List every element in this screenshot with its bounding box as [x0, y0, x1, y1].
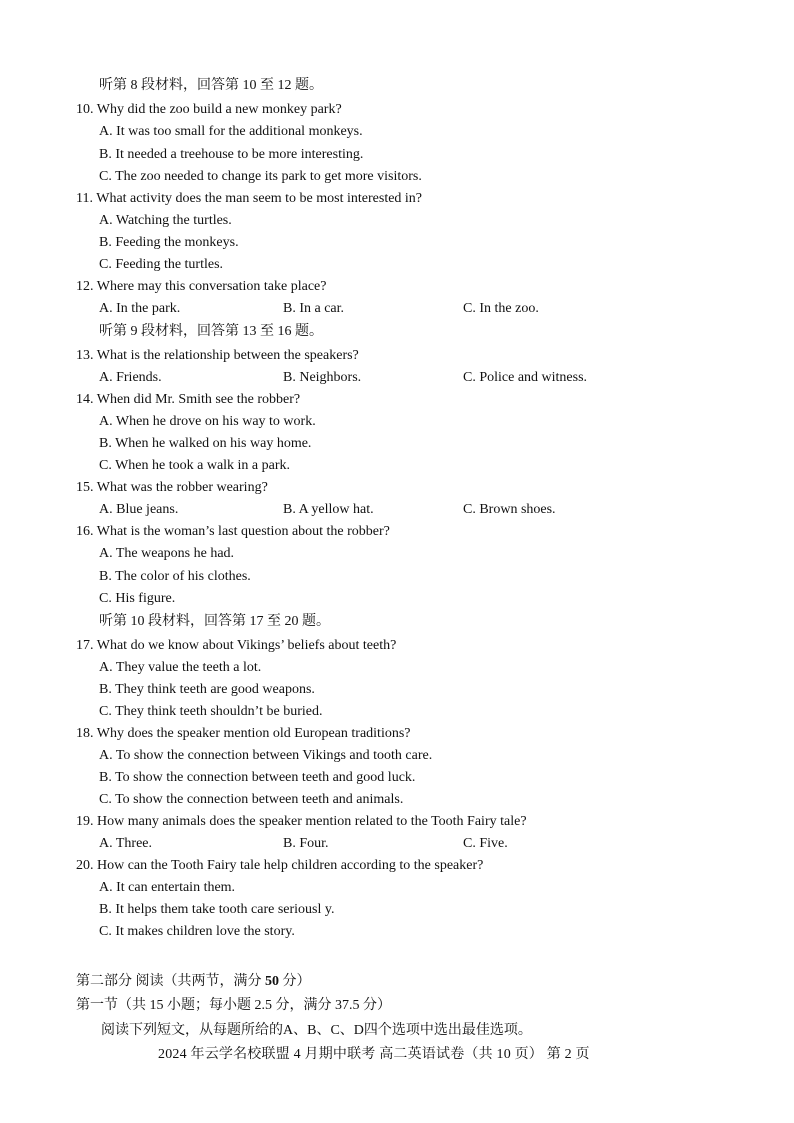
question-19: 19. How many animals does the speaker mention related to the Tooth Fairy tale? [76, 814, 527, 829]
q15-option-c: C. Brown shoes. [463, 502, 556, 517]
q10-option-a: A. It was too small for the additional monkeys. [99, 124, 363, 139]
question-14: 14. When did Mr. Smith see the robber? [76, 392, 301, 407]
q14-option-a: A. When he drove on his way to work. [99, 414, 316, 429]
q15-option-a: A. Blue jeans. [99, 502, 179, 517]
q20-option-a: A. It can entertain them. [99, 880, 236, 895]
question-18: 18. Why does the speaker mention old European traditions? [76, 726, 411, 741]
q11-option-a: A. Watching the turtles. [99, 213, 232, 228]
question-11: 11. What activity does the man seem to be most interested in? [76, 191, 423, 206]
q19-option-c: C. Five. [463, 836, 508, 851]
part-2-prefix: 第二部分 阅读（共两节，满分 [76, 974, 265, 989]
section-10-header: 听第 10 段材料，回答第 17 至 20 题。 [99, 614, 330, 629]
part-2-header [76, 973, 311, 991]
q13-option-b: B. Neighbors. [283, 370, 362, 385]
q18-option-b: B. To show the connection between teeth and good luck. [99, 770, 416, 785]
q10-option-b: B. It needed a treehouse to be more interesting. [99, 147, 364, 162]
q13-option-a: A. Friends. [99, 370, 162, 385]
q17-option-a: A. They value the teeth a lot. [99, 660, 262, 675]
page-footer: 2024 年云学名校联盟 4 月期中联考 高二英语试卷（共 10 页） 第 2 页 [158, 1047, 590, 1062]
q17-option-b: B. They think teeth are good weapons. [99, 682, 315, 697]
q12-option-a: A. In the park. [99, 301, 181, 316]
q19-option-b: B. Four. [283, 836, 329, 851]
q20-option-b: B. It helps them take tooth care seriousl y. [99, 902, 335, 917]
q14-option-c: C. When he took a walk in a park. [99, 458, 291, 473]
q12-option-b: B. In a car. [283, 301, 345, 316]
question-16: 16. What is the woman’s last question about the robber? [76, 524, 390, 539]
q10-option-c: C. The zoo needed to change its park to get more visitors. [99, 169, 422, 184]
question-17: 17. What do we know about Vikings’ beliefs about teeth? [76, 638, 397, 653]
question-12: 12. Where may this conversation take place? [76, 279, 327, 294]
q15-option-b: B. A yellow hat. [283, 502, 374, 517]
q17-option-c: C. They think teeth shouldn’t be buried. [99, 704, 323, 719]
part-2-suffix: 分） [279, 974, 311, 989]
q13-option-c: C. Police and witness. [463, 370, 588, 385]
q18-option-a: A. To show the connection between Vikings and tooth care. [99, 748, 433, 763]
section-8-header: 听第 8 段材料，回答第 10 至 12 题。 [99, 78, 323, 93]
section-9-header: 听第 9 段材料，回答第 13 至 16 题。 [99, 324, 323, 339]
question-13: 13. What is the relationship between the speakers? [76, 348, 359, 363]
q11-option-c: C. Feeding the turtles. [99, 257, 224, 272]
reading-instruction: 阅读下列短文，从每题所给的A、B、C、D四个选项中选出最佳选项。 [101, 1023, 532, 1038]
question-15: 15. What was the robber wearing? [76, 480, 268, 495]
question-10: 10. Why did the zoo build a new monkey park? [76, 102, 342, 117]
q11-option-b: B. Feeding the monkeys. [99, 235, 239, 250]
part-2-score: 50 [265, 974, 279, 989]
q16-option-b: B. The color of his clothes. [99, 569, 251, 584]
q19-option-a: A. Three. [99, 836, 152, 851]
q12-option-c: C. In the zoo. [463, 301, 539, 316]
q20-option-c: C. It makes children love the story. [99, 924, 295, 939]
question-20: 20. How can the Tooth Fairy tale help children according to the speaker? [76, 858, 484, 873]
q14-option-b: B. When he walked on his way home. [99, 436, 312, 451]
q18-option-c: C. To show the connection between teeth and animals. [99, 792, 404, 807]
q16-option-a: A. The weapons he had. [99, 546, 235, 561]
section-1-header: 第一节（共 15 小题；每小题 2.5 分，满分 37.5 分） [76, 998, 391, 1013]
q16-option-c: C. His figure. [99, 591, 176, 606]
